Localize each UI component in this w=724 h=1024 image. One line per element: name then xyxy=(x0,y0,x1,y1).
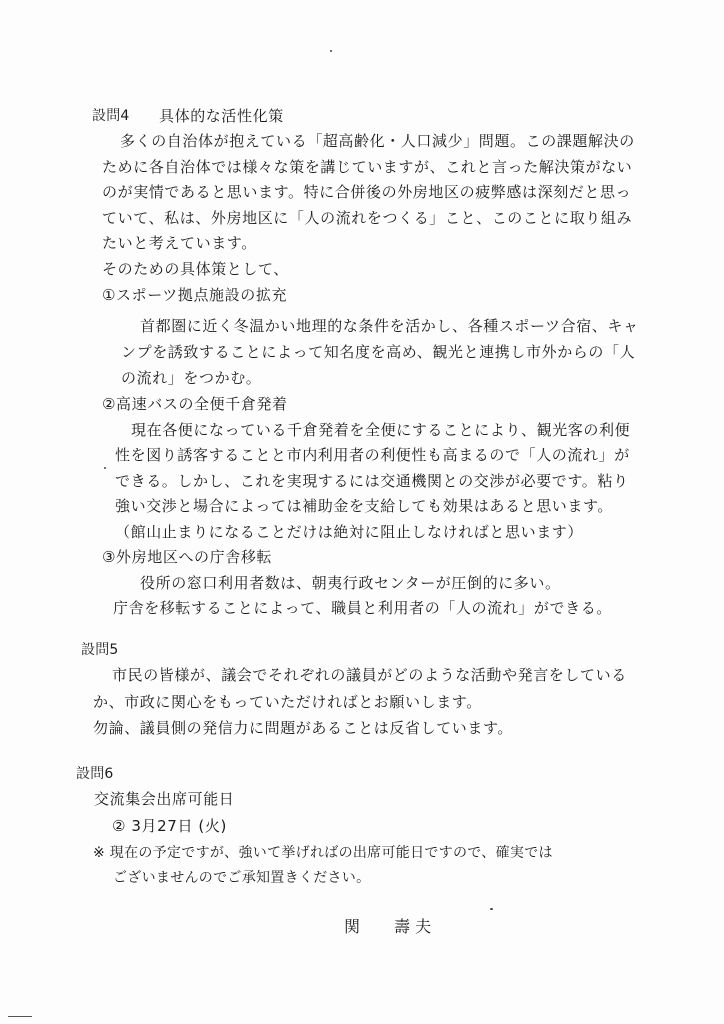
q4-intro-line: 多くの自治体が抱えている「超高齢化・人口減少」問題。この課題解決の xyxy=(120,132,635,150)
q4-item-line: 首都圏に近く冬温かい地理的な条件を活かし、各種スポーツ合宿、キャ xyxy=(140,317,639,335)
q4-intro-line: のが実情であると思います。特に合併後の外房地区の疲弊感は深刻だと思っ xyxy=(102,183,632,201)
q4-title: 具体的な活性化策 xyxy=(159,107,284,125)
q4-item-line: 性を図り誘客することと市内利用者の利便性も高まるので「人の流れ」が xyxy=(115,446,630,464)
q5-line: 市民の皆様が、議会でそれぞれの議員がどのような活動や発言をしている xyxy=(112,666,627,684)
q4-item-title: ②高速バスの全便千倉発着 xyxy=(102,395,288,413)
q4-item-line: （館山止まりになることだけは絶対に阻止しなければと思います） xyxy=(115,523,584,541)
q4-item-line: 強い交渉と場合によっては補助金を支給しても効果はあると思います。 xyxy=(115,497,614,515)
q5-line: か、市政に関心をもっていただければとお願いします。 xyxy=(93,693,482,711)
q6-heading: 設問6 xyxy=(76,766,114,782)
scan-speck xyxy=(104,467,106,469)
q4-intro-line: たいと考えています。 xyxy=(102,234,257,252)
q4-item-line: できる。しかし、これを実現するには交通機関との交渉が必要です。粘り xyxy=(115,472,629,490)
q5-heading: 設問5 xyxy=(81,642,119,658)
q6-note-line: ※ 現在の予定ですが、強いて挙げればの出席可能日ですので、確実では xyxy=(93,845,553,861)
q4-intro-line: ために各自治体では様々な策を講じていますが、これと言った解決策がない xyxy=(102,158,633,176)
signature-surname: 関 xyxy=(344,917,361,936)
scan-edge-mark xyxy=(8,1016,32,1017)
q4-item-line: 現在各便になっている千倉発着を全便にすることにより、観光客の利便 xyxy=(131,421,631,439)
q4-item-title: ①スポーツ拠点施設の拡充 xyxy=(102,286,288,304)
scan-speck xyxy=(330,50,332,52)
scan-speck xyxy=(490,908,493,910)
q6-note-line: ございませんのでご承知置きください。 xyxy=(113,870,371,886)
q5-line: 勿論、議員側の発信力に問題があることは反省しています。 xyxy=(93,719,514,737)
q4-heading: 設問4 xyxy=(92,108,130,124)
q6-date: ② 3月27日 (火) xyxy=(112,817,227,835)
q4-item-line: ンプを誘致することによって知名度を高め、観光と連携し市外からの「人 xyxy=(121,343,636,361)
q4-intro-line: そのための具体策として、 xyxy=(102,260,289,278)
q4-item-line: 庁舎を移転することによって、職員と利用者の「人の流れ」ができる。 xyxy=(113,599,612,617)
q4-item-title: ③外房地区への庁舎移転 xyxy=(102,548,273,566)
q6-label: 交流集会出席可能日 xyxy=(94,790,235,808)
q4-item-line: の流れ」をつかむ。 xyxy=(121,369,262,387)
signature-given-name: 壽 夫 xyxy=(394,917,432,936)
q4-intro-line: ていて、私は、外房地区に「人の流れをつくる」こと、このことに取り組み xyxy=(102,209,633,227)
q4-item-line: 役所の窓口利用者数は、朝夷行政センターが圧倒的に多い。 xyxy=(140,574,561,592)
